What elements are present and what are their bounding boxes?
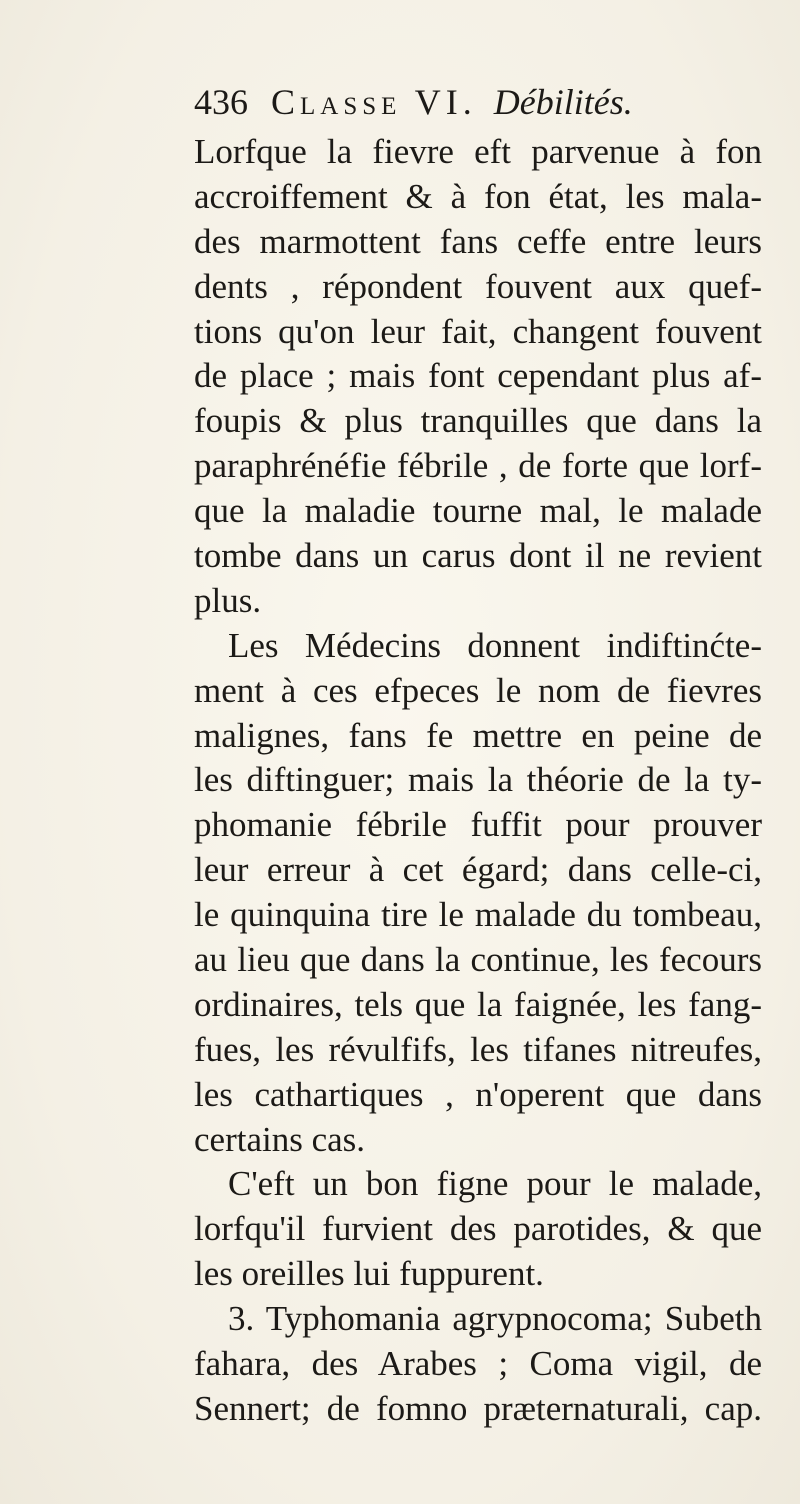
text-line: les cathartiques , n'operent que dans	[194, 1074, 762, 1114]
text-line: certains cas.	[194, 1119, 366, 1159]
text-line: tombe dans un carus dont il ne revient	[194, 536, 762, 576]
text-line: fahara, des Arabes ; Coma vigil, de	[194, 1344, 762, 1384]
text-line: foupis & plus tranquilles que dans la	[194, 401, 762, 441]
text-line: les diftinguer; mais la théorie de la ty-	[194, 760, 762, 800]
text-line: tions qu'on leur fait, changent fouvent	[194, 311, 762, 351]
text-line: C'eft un bon figne pour le malade,	[228, 1164, 762, 1204]
running-header	[194, 80, 754, 124]
text-line: les oreilles lui fuppurent.	[194, 1254, 544, 1294]
text-line: leur erreur à cet égard; dans celle-ci,	[194, 850, 762, 890]
text-line: Lorfque la fievre eft parvenue à fon	[194, 132, 762, 171]
text-line: que la maladie tourne mal, le malade	[194, 491, 762, 531]
text-line: phomanie fébrile fuffit pour prouver	[194, 805, 762, 845]
page-number: 436	[194, 82, 248, 122]
text-line: Les Médecins donnent indiftinćte-	[228, 625, 762, 665]
text-line: paraphrénéfie fébrile , de forte que lorf-	[194, 446, 762, 486]
text-line: fues, les révulfifs, les tifanes nitreufes,	[194, 1029, 762, 1069]
text-line: ment à ces efpeces le nom de fievres	[194, 670, 762, 710]
text-line: plus.	[194, 580, 262, 620]
text-line: des marmottent fans ceffe entre leurs	[194, 221, 762, 261]
text-line: 3. Typhomania agrypnocoma; Subeth	[228, 1299, 762, 1339]
text-line: de place ; mais font cependant plus af-	[194, 356, 762, 396]
text-line: lorfqu'il furvient des parotides, & que	[194, 1209, 762, 1249]
body-text	[194, 130, 762, 1432]
text-line: accroiffement & à fon état, les mala-	[194, 176, 762, 216]
text-line: dents , répondent fouvent aux quef-	[194, 266, 762, 306]
text-line: ordinaires, tels que la faignée, les fang-	[194, 984, 762, 1024]
text-line: Sennert; de fomno præternaturali, cap.	[194, 1388, 762, 1428]
text-line: au lieu que dans la continue, les fecours	[194, 940, 762, 980]
header-section-title: Débilités.	[493, 82, 633, 122]
text-line: le quinquina tire le malade du tombeau,	[194, 895, 762, 935]
header-classe: Classe VI.	[271, 82, 477, 122]
text-line: malignes, fans fe mettre en peine de	[194, 715, 762, 755]
